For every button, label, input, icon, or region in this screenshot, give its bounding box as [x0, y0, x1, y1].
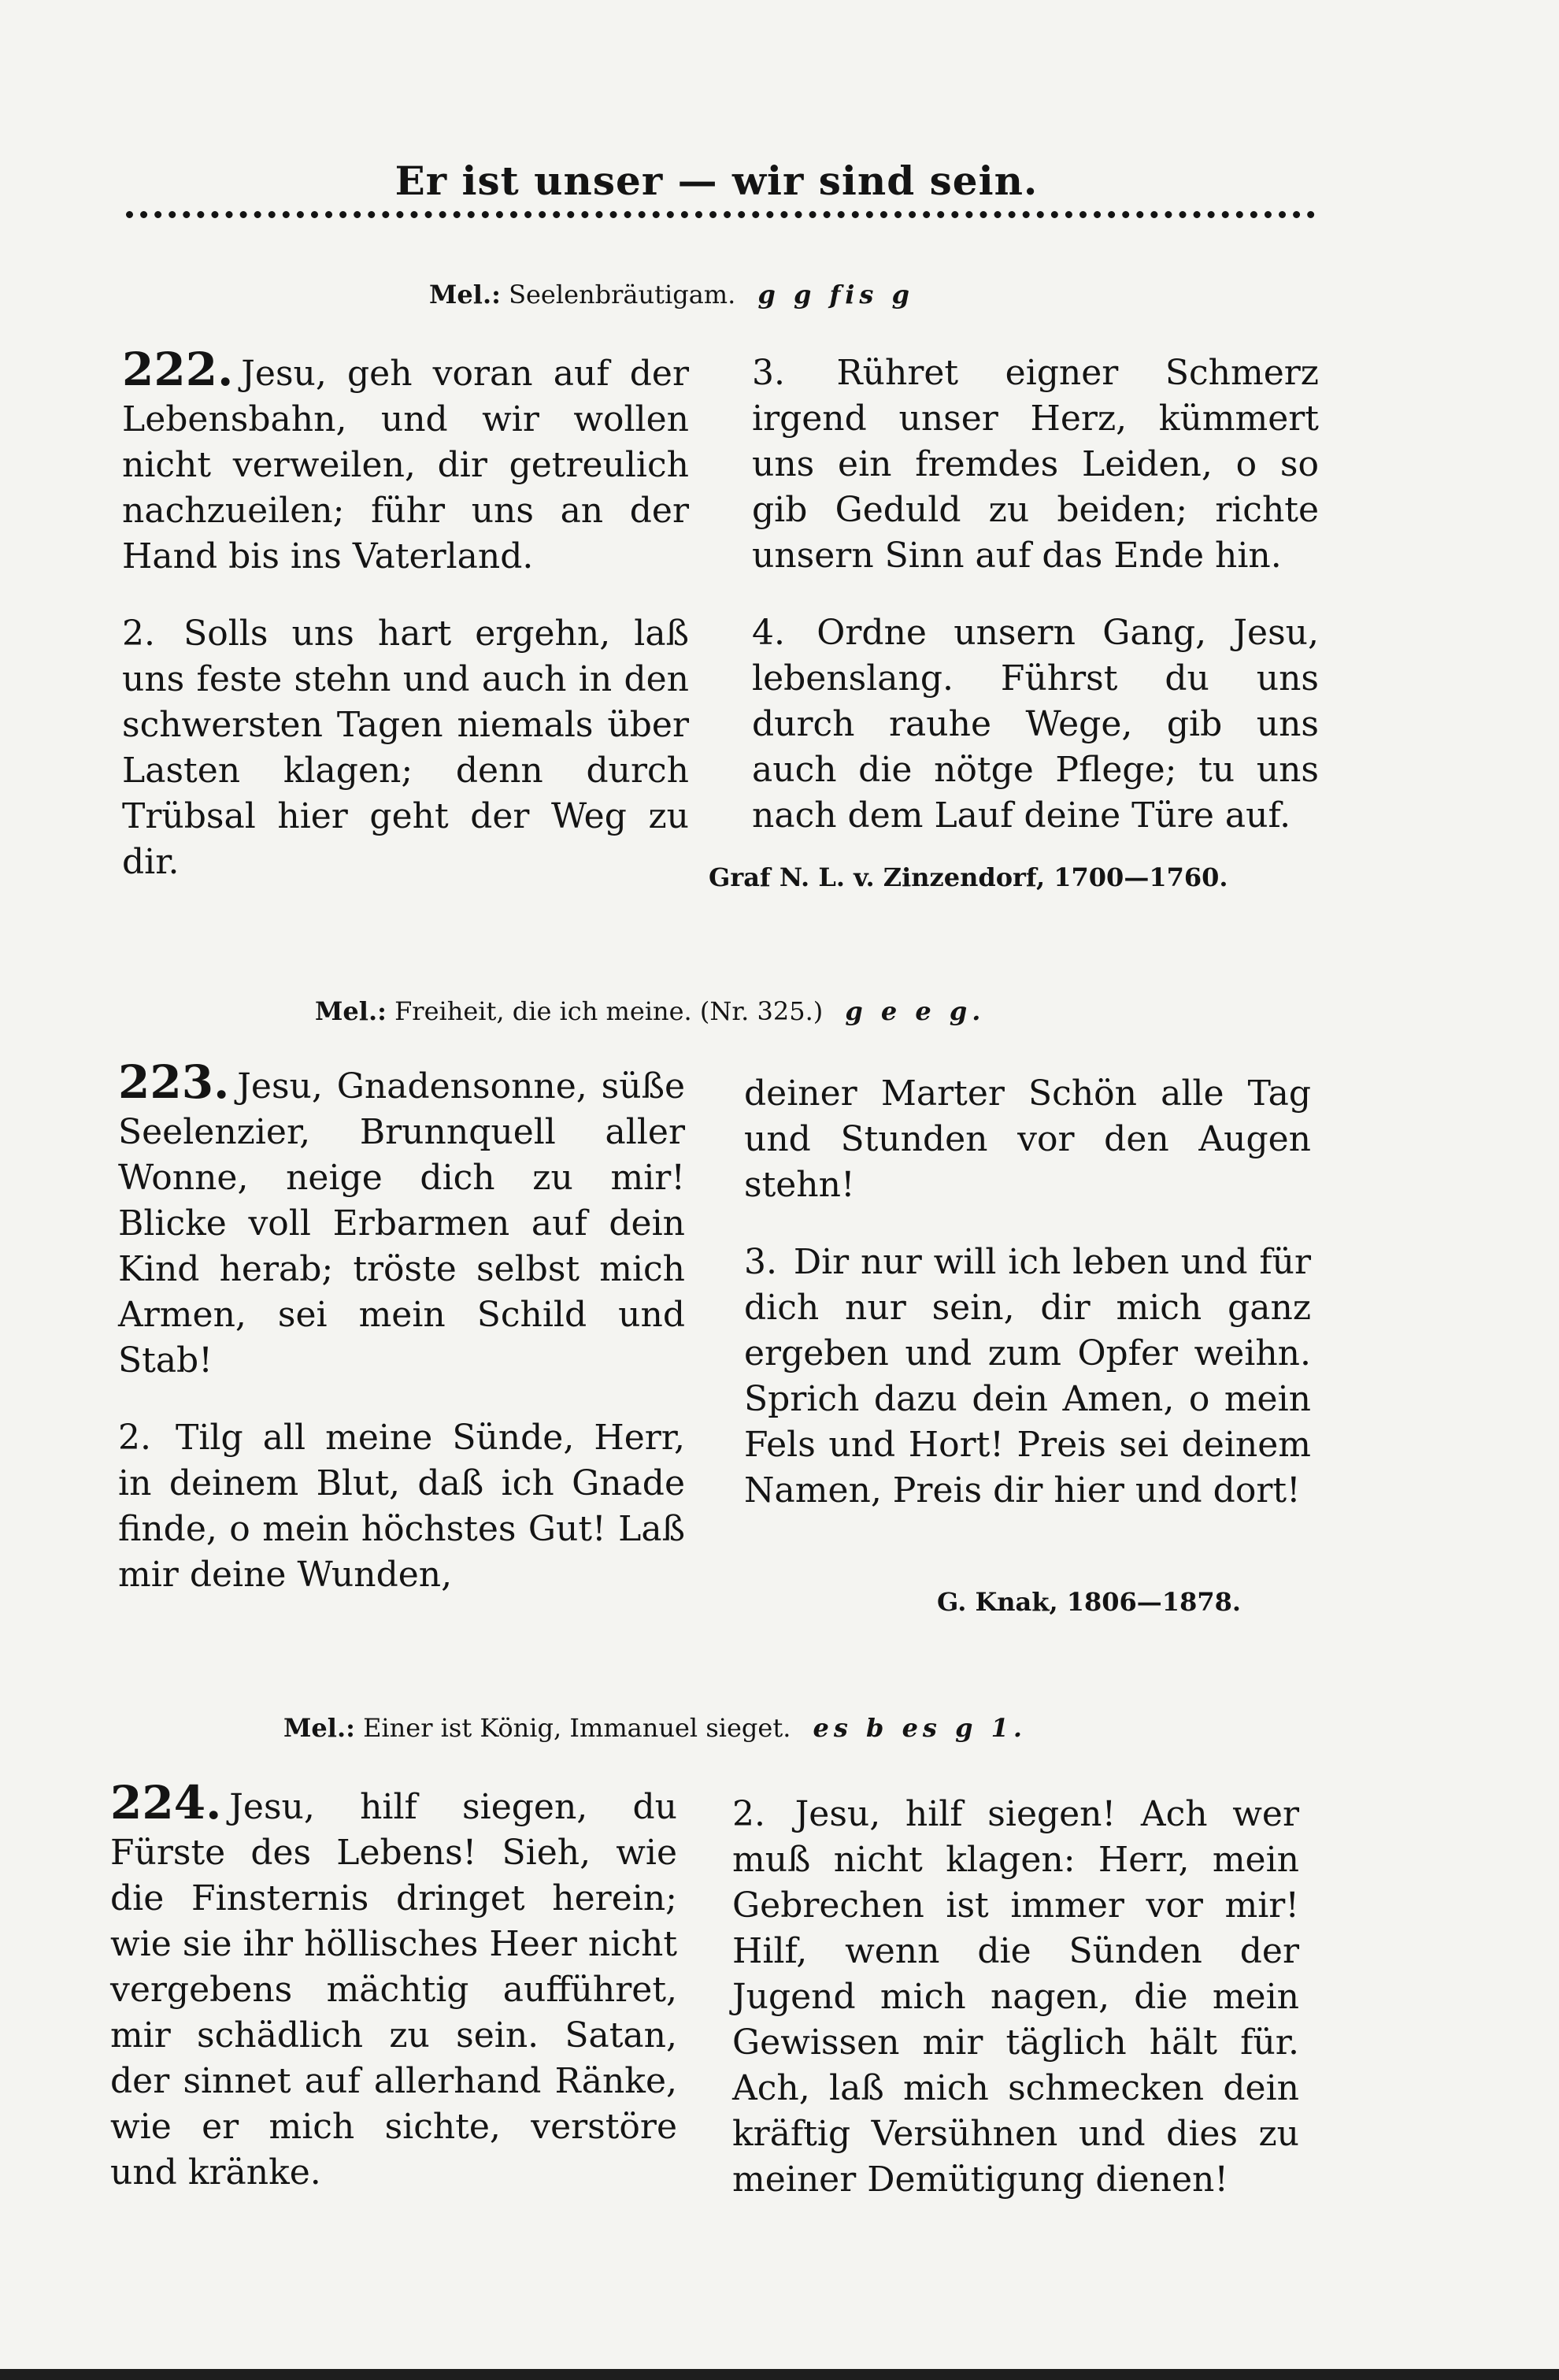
verse-3 — [744, 1240, 1311, 1514]
verse-number: 4. — [752, 613, 785, 653]
verse-text: deiner Marter Schön alle Tag und Stunden vor den Augen stehn! — [744, 1073, 1311, 1205]
verse-number: 2. — [118, 1418, 151, 1458]
melody-label: Mel.: — [429, 280, 501, 310]
verse-number: 2. — [732, 1794, 765, 1834]
hymn-222-right-column — [752, 350, 1319, 839]
verse-2 — [732, 1792, 1299, 2203]
scan-bottom-edge — [0, 2369, 1559, 2380]
verse-text: Jesu, Gnadensonne, süße Seelenzier, Brunnquell aller Wonne, neige dich zu mir! Blicke voll Erbarmen auf dein Kind herab; tröste selbst mich Armen, sei mein Schild und Stab! — [118, 1066, 685, 1381]
verse-1 — [118, 1055, 685, 1384]
melody-label: Mel.: — [283, 1713, 355, 1743]
verse-text: Tilg all meine Sünde, Herr, in deinem Blut, daß ich Gnade finde, o mein höchstes Gut! Laß mir deine Wunden, — [118, 1418, 685, 1595]
verse-2-continued — [744, 1071, 1311, 1208]
verse-number: 2. — [122, 614, 155, 654]
hymn-223-right-column — [744, 1071, 1311, 1514]
dotted-rule — [126, 211, 1315, 218]
hymn-number: 223. — [118, 1055, 230, 1109]
hymn-224-right-column — [732, 1792, 1299, 2203]
hymn-224-left-column — [110, 1776, 677, 2196]
verse-text: Jesu, hilf siegen, du Fürste des Lebens! Sieh, wie die Finsternis dringet herein; wie sie ihr höllisches Heer nicht vergebens mächtig aufführet, mir schädlich zu sein. Satan, der sinnet auf allerhand Ränke, wie er mich sichte, verstöre und kränke. — [110, 1787, 677, 2193]
verse-text: Ordne unsern Gang, Jesu, lebenslang. Führst du uns durch rauhe Wege, gib uns auch die nötge Pflege; tu uns nach dem Lauf deine Türe auf. — [752, 613, 1319, 836]
verse-text: Rühret eigner Schmerz irgend unser Herz, kümmert uns ein fremdes Leiden, o so gib Geduld zu beiden; richte unsern Sinn auf das Ende hin. — [752, 353, 1319, 576]
verse-1 — [110, 1776, 677, 2196]
melody-notes: es b es g 1. — [813, 1713, 1027, 1743]
hymn-223-left-column — [118, 1055, 685, 1598]
hymn-number: 222. — [122, 343, 234, 396]
melody-tune: Freiheit, die ich meine. (Nr. 325.) — [394, 996, 824, 1026]
verse-text: Solls uns hart ergehn, laß uns feste stehn und auch in den schwersten Tagen niemals über Lasten klagen; denn durch Trübsal hier geht der Weg zu dir. — [122, 614, 689, 882]
melody-line-224 — [283, 1713, 1027, 1743]
verse-3 — [752, 350, 1319, 579]
verse-text: Dir nur will ich leben und für dich nur sein, dir mich ganz ergeben und zum Opfer weihn. Sprich dazu dein Amen, o mein Fels und Hort! Preis sei deinem Namen, Preis dir hier und dort! — [744, 1242, 1311, 1511]
melody-tune: Seelenbräutigam. — [509, 280, 736, 310]
melody-label: Mel.: — [315, 996, 387, 1026]
running-head: Er ist unser — wir sind sein. — [394, 158, 1039, 204]
melody-notes: g g fis g — [757, 280, 914, 310]
author-222: Graf N. L. v. Zinzendorf, 1700—1760. — [709, 862, 1228, 892]
verse-text: Jesu, hilf siegen! Ach wer muß nicht klagen: Herr, mein Gebrechen ist immer vor mir! Hilf, wenn die Sünden der Jugend mich nagen, die mein Gewissen mir täglich hält für. Ach, laß mich schmecken dein kräftig Versühnen und dies zu meiner Demütigung dienen! — [732, 1794, 1299, 2200]
author-223: G. Knak, 1806—1878. — [937, 1587, 1241, 1617]
verse-2 — [118, 1415, 685, 1598]
verse-1 — [122, 343, 689, 580]
hymn-number: 224. — [110, 1776, 222, 1829]
verse-number: 3. — [752, 353, 785, 393]
verse-2 — [122, 611, 689, 885]
verse-number: 3. — [744, 1242, 777, 1282]
melody-tune: Einer ist König, Immanuel sieget. — [363, 1713, 791, 1743]
hymn-222-left-column — [122, 343, 689, 885]
melody-line-222 — [429, 280, 914, 310]
melody-notes: g e e g. — [845, 996, 986, 1026]
verse-4 — [752, 610, 1319, 839]
melody-line-223 — [315, 996, 985, 1026]
verse-text: Jesu, geh voran auf der Lebensbahn, und wir wollen nicht verweilen, dir getreulich nachzueilen; führ uns an der Hand bis ins Vaterland. — [122, 354, 689, 576]
